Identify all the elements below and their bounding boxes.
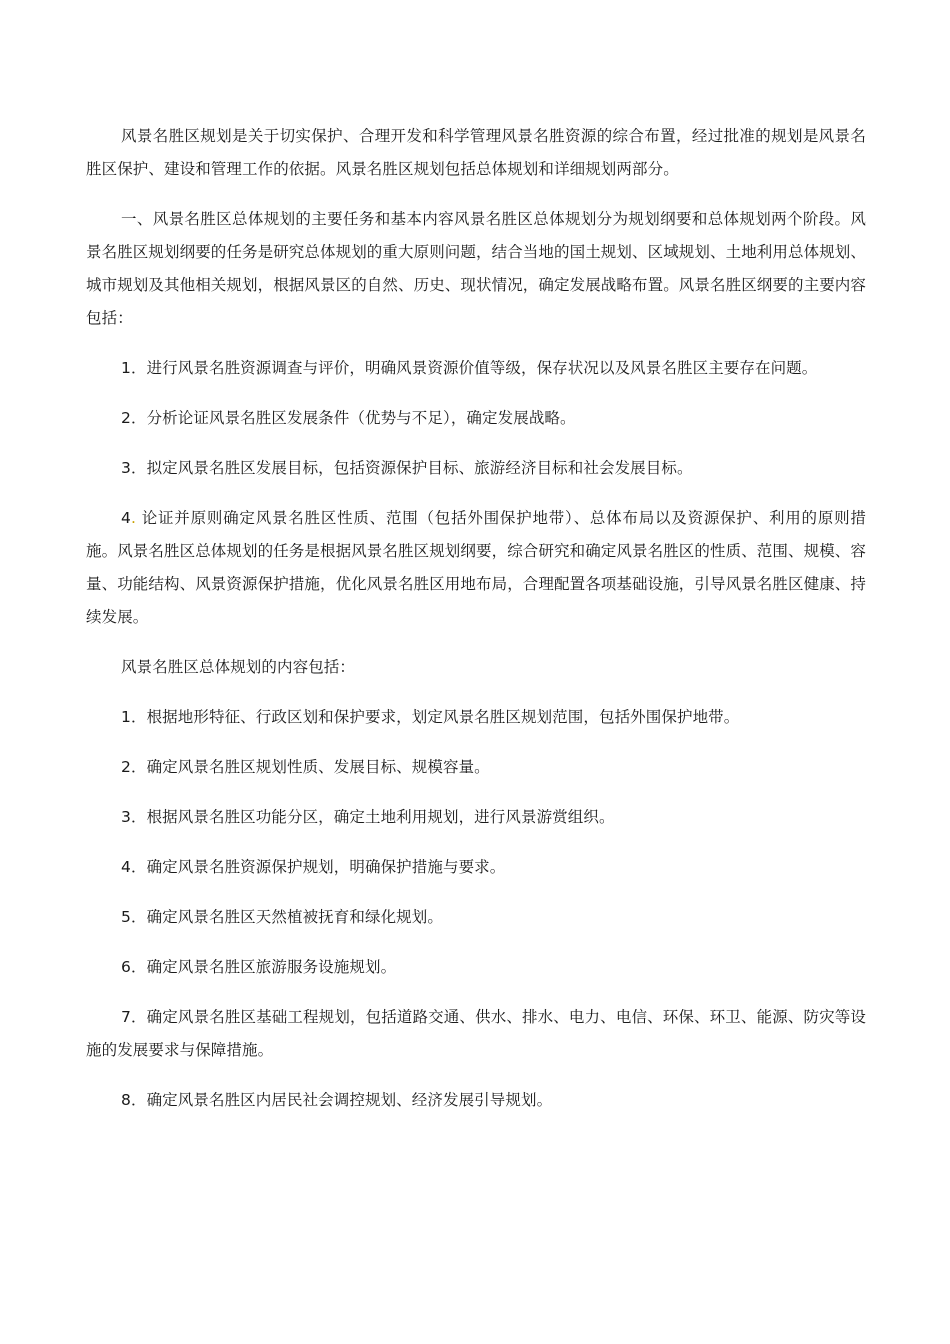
plan-item-8 xyxy=(86,1084,866,1117)
item-number: 1 xyxy=(121,708,131,726)
item-dot: ． xyxy=(130,1008,147,1026)
item-number: 5 xyxy=(121,908,131,926)
item-number: 8 xyxy=(121,1091,131,1109)
plan-item-7 xyxy=(86,1001,866,1067)
item-number: 1 xyxy=(121,359,131,377)
item-text: 分析论证风景名胜区发展条件（优势与不足），确定发展战略。 xyxy=(146,409,576,427)
outline-item-2 xyxy=(86,402,866,435)
item-text: 根据地形特征、行政区划和保护要求，划定风景名胜区规划范围，包括外围保护地带。 xyxy=(146,708,740,726)
item-text: 拟定风景名胜区发展目标，包括资源保护目标、旅游经济目标和社会发展目标。 xyxy=(146,459,693,477)
item-number: 3 xyxy=(121,808,131,826)
item-text: 论证并原则确定风景名胜区性质、范围（包括外围保护地带）、总体布局以及资源保护、利用的原则措施。风景名胜区总体规划的任务是根据风景名胜区规划纲要，综合研究和确定风景名胜区的性质、范围、规模、容量、功能结构、风景资源保护措施，优化风景名胜区用地布局，合理配置各项基础设施，引导风景名胜区健康、持续发展。 xyxy=(86,509,867,626)
item-text: 确定风景名胜区天然植被抚育和绿化规划。 xyxy=(146,908,443,926)
item-dot: ． xyxy=(130,708,147,726)
section-1-paragraph: 一、风景名胜区总体规划的主要任务和基本内容风景名胜区总体规划分为规划纲要和总体规划两个阶段。风景名胜区规划纲要的任务是研究总体规划的重大原则问题，结合当地的国土规划、区域规划、土地利用总体规划、城市规划及其他相关规划，根据风景区的自然、历史、现状情况，确定发展战略布置。风景名胜区纲要的主要内容包括： xyxy=(86,210,867,327)
plan-item-3 xyxy=(86,801,866,834)
plan-item-1 xyxy=(86,701,866,734)
item-text: 确定风景名胜区内居民社会调控规划、经济发展引导规划。 xyxy=(146,1091,553,1109)
item-dot: ． xyxy=(130,359,147,377)
outline-item-4 xyxy=(86,502,866,634)
item-dot: ． xyxy=(130,808,147,826)
item-text: 确定风景名胜区基础工程规划，包括道路交通、供水、排水、电力、电信、环保、环卫、能源、防灾等设施的发展要求与保障措施。 xyxy=(86,1008,866,1059)
plan-item-4 xyxy=(86,851,866,884)
item-number: 6 xyxy=(121,958,131,976)
plan-item-5 xyxy=(86,901,866,934)
item-dot: ． xyxy=(130,758,147,776)
item-number: 4 xyxy=(121,509,131,527)
document-page xyxy=(86,120,866,1134)
plan-item-6 xyxy=(86,951,866,984)
item-dot: ． xyxy=(130,409,147,427)
item-number: 3 xyxy=(121,459,131,477)
item-text: 确定风景名胜区规划性质、发展目标、规模容量。 xyxy=(146,758,490,776)
item-dot: ． xyxy=(130,908,147,926)
item-text: 确定风景名胜区旅游服务设施规划。 xyxy=(146,958,397,976)
item-number: 4 xyxy=(121,858,131,876)
item-dot: ． xyxy=(130,459,147,477)
plan-heading: 风景名胜区总体规划的内容包括： xyxy=(121,658,356,676)
item-number: 2 xyxy=(121,758,131,776)
outline-item-1 xyxy=(86,352,866,385)
item-dot: ． xyxy=(130,1091,147,1109)
item-number: 2 xyxy=(121,409,131,427)
item-text: 确定风景名胜资源保护规划，明确保护措施与要求。 xyxy=(146,858,506,876)
item-dot: ． xyxy=(130,958,147,976)
item-dot: ． xyxy=(130,858,147,876)
plan-item-2 xyxy=(86,751,866,784)
intro-paragraph: 风景名胜区规划是关于切实保护、合理开发和科学管理风景名胜资源的综合布置，经过批准的规划是风景名胜区保护、建设和管理工作的依据。风景名胜区规划包括总体规划和详细规划两部分。 xyxy=(86,127,866,178)
item-text: 根据风景名胜区功能分区，确定土地利用规划，进行风景游赏组织。 xyxy=(146,808,615,826)
outline-item-3 xyxy=(86,452,866,485)
item-text: 进行风景名胜资源调查与评价，明确风景资源价值等级，保存状况以及风景名胜区主要存在问题。 xyxy=(146,359,818,377)
item-dot: . xyxy=(130,509,142,527)
item-number: 7 xyxy=(121,1008,131,1026)
